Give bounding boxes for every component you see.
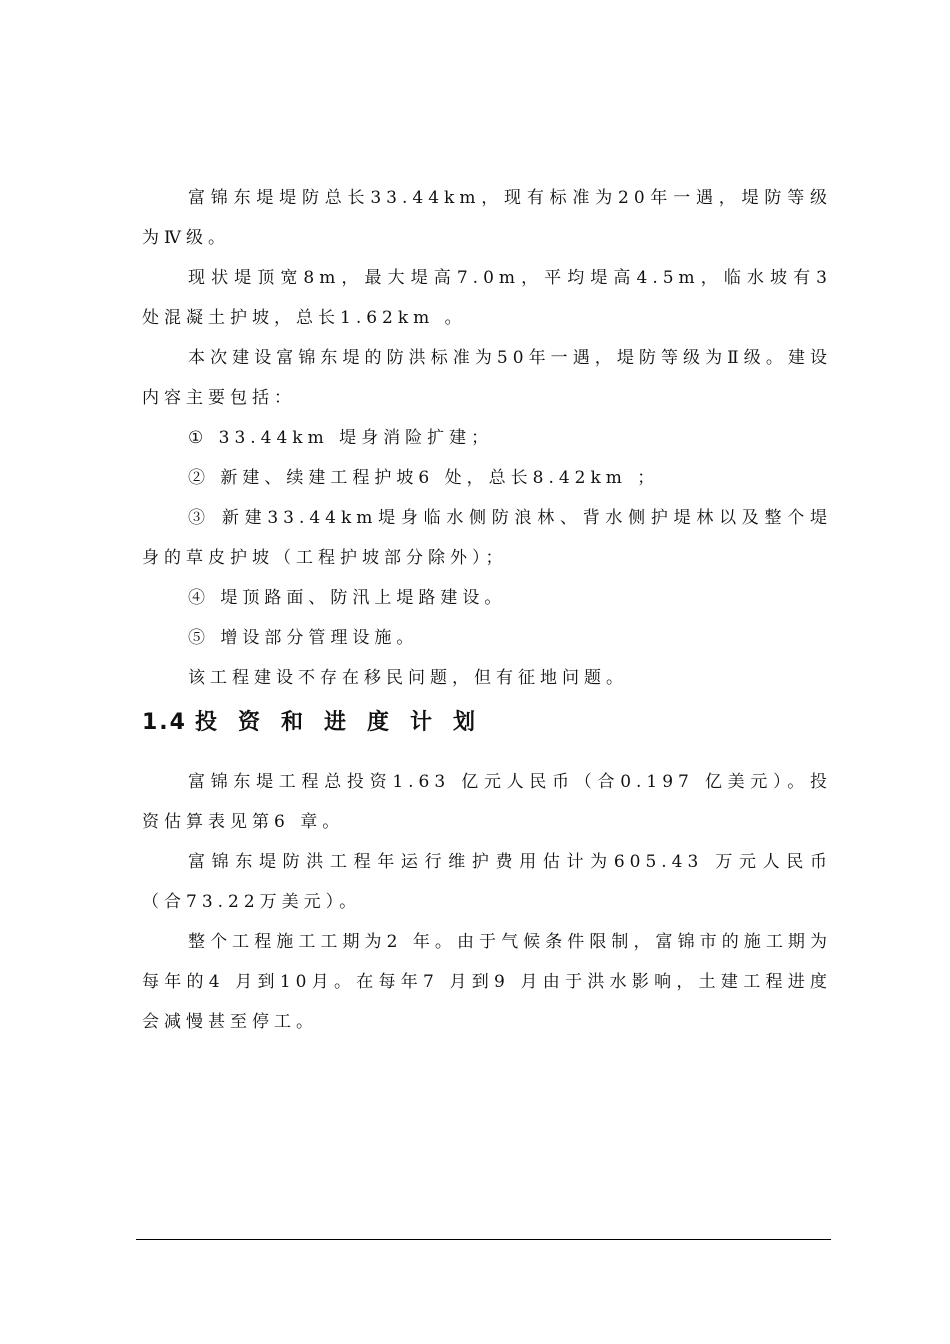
list-item-1: ① 33.44km 堤身消险扩建； xyxy=(188,428,494,448)
paragraph-schedule: 整个工程施工工期为2 年。由于气候条件限制，富锦市的施工期为每年的4 月到10月。在每年7 月到9 月由于洪水影响，土建工程进度会减慢甚至停工。 xyxy=(142,932,832,1032)
list-item-3: ③ 新建33.44km堤身临水侧防浪林、背水侧护堤林以及整个堤身的草皮护坡（工程护坡部分除外）； xyxy=(142,508,832,568)
paragraph-embankment-length: 富锦东堤堤防总长33.44km，现有标准为20年一遇，堤防等级为Ⅳ级。 xyxy=(142,188,832,248)
list-item-2: ② 新建、续建工程护坡6 处，总长8.42km ； xyxy=(188,468,660,488)
paragraph-resettlement: 该工程建设不存在移民问题，但有征地问题。 xyxy=(188,668,628,688)
section-number: 1.4 xyxy=(142,710,187,735)
section-title: 投资和进度计划 xyxy=(194,710,496,735)
list-item-5: ⑤ 增设部分管理设施。 xyxy=(188,628,419,648)
list-item-4: ④ 堤顶路面、防汛上堤路建设。 xyxy=(188,588,507,608)
paragraph-current-status: 现状堤顶宽8m，最大堤高7.0m，平均堤高4.5m，临水坡有3 处混凝土护坡，总长1.62km 。 xyxy=(142,268,832,328)
section-heading xyxy=(142,698,832,756)
footer-divider xyxy=(136,1239,831,1240)
document-body xyxy=(142,178,832,1042)
paragraph-construction-standard: 本次建设富锦东堤的防洪标准为50年一遇，堤防等级为Ⅱ级。建设内容主要包括： xyxy=(142,348,832,408)
paragraph-total-investment: 富锦东堤工程总投资1.63 亿元人民币（合0.197 亿美元）。投资估算表见第6 章。 xyxy=(142,772,832,832)
paragraph-maintenance-cost: 富锦东堤防洪工程年运行维护费用估计为605.43 万元人民币（合73.22万美元）。 xyxy=(142,852,832,912)
